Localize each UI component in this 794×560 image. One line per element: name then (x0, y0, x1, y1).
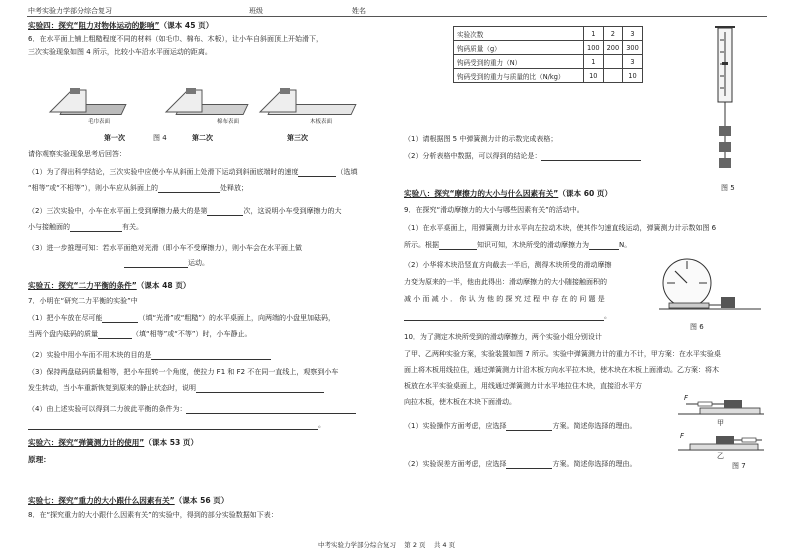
header-rule (27, 16, 767, 17)
exp4-q3-line2: 运动。 (28, 259, 209, 268)
figure-7-force-label-jia: F (684, 394, 689, 402)
footer-page: 第 2 页 (404, 541, 426, 549)
exp8-q9-2-line3: 减 小 而 减 小 ． 你 认 为 他 的 探 究 过 程 中 存 在 的 问 题 是 (404, 295, 605, 303)
exp5-q4-line1: （4）由上述实验可以得到二力彼此平衡的条件为： (28, 405, 356, 414)
exp4-intro-line1: 6．在水平面上铺上粗糙程度不同的材料（如毛巾、棉布、木板），让小车自斜面顶上开始滑下， (28, 35, 323, 43)
table-cell: 实验次数 (454, 27, 584, 41)
table-row (454, 41, 643, 55)
exp8-q9-1-blank2[interactable] (589, 242, 619, 250)
exp8-q9-2-line2: 力变为原来的一半，他由此得出：滑动摩擦力的大小随接触面积的 (404, 278, 607, 286)
table-cell: 钩码质量（g） (454, 41, 584, 55)
exp8-q9: 9．在探究“滑动摩擦力的大小与哪些因素有关”的活动中。 (404, 206, 584, 214)
exp8-q10-2: （2）实验误差方面考虑，应选择 方案。简述你选择的理由。 (404, 460, 637, 468)
exp4-q1-line2: “相等”或“不相等”），则小车应从斜面上的 处释放； (28, 184, 249, 192)
table-cell: 10 (623, 69, 643, 83)
exp4-q2-blank2[interactable] (70, 224, 122, 232)
exp4-intro-line2: 三次实验现象如图 4 所示，比较小车沿水平面运动的距离。 (28, 48, 212, 56)
exp8-q10-line5: 向拉木板，使木板在木块下面滑动。 (404, 398, 516, 406)
table-cell: 10 (584, 69, 604, 83)
exp5-q3-line1: （3）保持两盘砝码质量相等，把小车扭转一个角度，使拉力 F1 和 F2 不在同一直线上，观察到小车 (28, 368, 339, 376)
exp4-q3-line1: （3）进一步推理可知：若水平面绝对光滑（即小车不受摩擦力），则小车会在水平面上做 (28, 244, 302, 252)
exp5-q1-blank1[interactable] (102, 315, 138, 323)
ramp-3 (258, 88, 298, 114)
name-label: 姓名 (352, 7, 366, 15)
table-row (454, 69, 643, 83)
table-cell: 300 (623, 41, 643, 55)
figure-5-spring-scale (705, 22, 745, 182)
exp4-q1-blank2[interactable] (158, 185, 220, 193)
table-cell-input[interactable] (603, 55, 623, 69)
table-cell: 钩码受到的重力与质量的比（N/kg） (454, 69, 584, 83)
table-row (454, 55, 643, 69)
exp5-q1-line2: 当两个盘内砝码的质量 （填“相等”或“不等”）时，小车静止。 (28, 330, 252, 338)
exp5-q4-line2: 。 (28, 421, 325, 430)
table-cell-input[interactable] (603, 69, 623, 83)
surface-label-2: 棉布表面 (217, 119, 240, 125)
surface-label-3: 木板表面 (310, 119, 333, 125)
exp4-q2-line1: （2）三次实验中，小车在水平面上受到摩擦力最大的是第 次，这说明小车受到摩擦力的大 (28, 207, 342, 215)
table-cell: 100 (584, 41, 604, 55)
trial-label-1: 第一次 (104, 134, 125, 142)
table-cell: 2 (603, 27, 623, 41)
table-cell: 200 (603, 41, 623, 55)
figure-7-label-jia: 甲 (717, 419, 724, 427)
exp8-q10-line2: 了甲、乙两种实验方案，实验装置如图 7 所示。实验中弹簧测力计的重力不计，甲方案：在水平实验桌 (404, 350, 721, 358)
exp4-prompt: 请你观察实验现象思考后回答： (28, 150, 126, 158)
trial-label-3: 第三次 (287, 134, 308, 142)
exp8-q10-line4: 板放在水平实验桌面上，用线通过弹簧测力计水平地拉住木块，直接沿水平方 (404, 382, 642, 390)
ramp-1 (48, 88, 88, 114)
exp5-q4-blank1[interactable] (186, 406, 356, 414)
exp8-q10-1: （1）实验操作方面考虑，应选择 方案。简述你选择的理由。 (404, 422, 637, 430)
exp7-heading: 实验七：探究“重力的大小跟什么因素有关”（课本 56 页） (28, 496, 229, 505)
exp4-heading: 实验四：探究“阻力对物体运动的影响”（课本 45 页） (28, 21, 214, 30)
exp5-q1-blank2[interactable] (98, 331, 132, 339)
exp4-q2-line2: 小与接触面的 有关。 (28, 223, 143, 231)
figure-6-friction-setup (655, 255, 765, 319)
exp7-q1: （1）请根据图 5 中弹簧测力计的示数完成表格； (404, 135, 558, 143)
surface-label-1: 毛巾表面 (88, 119, 111, 125)
exp8-heading: 实验八：探究“摩擦力的大小与什么因素有关”（课本 60 页） (404, 189, 613, 198)
exp6-heading: 实验六：探究“弹簧测力计的使用”（课本 53 页） (28, 438, 199, 447)
table-cell: 1 (584, 55, 604, 69)
table-cell: 3 (623, 55, 643, 69)
table-cell: 3 (623, 27, 643, 41)
exp8-q10-2-blank[interactable] (506, 461, 552, 469)
table-row (454, 27, 643, 41)
exp5-heading: 实验五：探究“二力平衡的条件”（课本 48 页） (28, 281, 191, 290)
footer (318, 540, 455, 549)
exp7-q2-blank[interactable] (541, 153, 641, 161)
exp5-q3-line2: 发生转动，当小车重新恢复到原来的静止状态时，说明 (28, 384, 324, 393)
exp8-q10-1-blank[interactable] (506, 423, 552, 431)
footer-total: 共 4 页 (433, 541, 456, 549)
trial-label-2: 第二次 (192, 134, 213, 142)
exp5-intro: 7．小明在“研究二力平衡的实验”中 (28, 297, 138, 305)
table-cell: 钩码受到的重力（N） (454, 55, 584, 69)
exp7-q2: （2）分析表格中数据，可以得到的结论是： (404, 152, 641, 161)
exp8-q9-1-blank1[interactable] (439, 242, 477, 250)
exp8-q9-1-line1: （1）在水平桌面上，用弹簧测力计水平向左拉动木块，使其作匀速直线运动，弹簧测力计示数如图 6 (404, 224, 717, 232)
gravity-data-table (453, 26, 643, 83)
exp8-q9-2-line4: 。 (404, 312, 611, 321)
exp5-q1-line1: （1）把小车放在尽可能 （填“光滑”或“粗糙”）的水平桌面上，向两端的小盘里加砝码， (28, 314, 335, 322)
exp6-principle: 原理： (28, 455, 51, 464)
class-label: 班级 (249, 7, 263, 15)
exp5-q2-blank[interactable] (151, 352, 271, 360)
figure-5-label: 图 5 (721, 184, 735, 192)
figure-7-force-label-yi: F (680, 432, 685, 440)
ramp-2 (164, 88, 204, 114)
figure-6-label: 图 6 (690, 323, 704, 331)
exp5-q2: （2）实验中用小车而不用木块的目的是 (28, 351, 271, 360)
exp4-q3-blank[interactable] (124, 260, 188, 268)
exp4-q1-blank1[interactable] (298, 169, 336, 177)
exp4-q1-line1: （1）为了得出科学结论，三次实验中应使小车从斜面上处滑下运动到斜面底端时的速度 （选填 (28, 168, 358, 176)
exp8-q9-2-blank[interactable] (404, 313, 604, 321)
exp8-q10-line3: 面上将木板用线拉住，通过弹簧测力计沿木板方向水平拉木块，使木块在木板上面滑动。乙方案：将木 (404, 366, 719, 374)
doc-title: 中考实验力学部分综合复习 (28, 7, 112, 15)
exp8-q10-line1: 10．为了测定木块所受到的滑动摩擦力，两个实验小组分别设计 (404, 333, 602, 341)
exp4-q2-blank1[interactable] (207, 208, 243, 216)
figure-7-label: 图 7 (732, 462, 746, 470)
exp5-q4-blank2[interactable] (28, 422, 318, 430)
table-cell: 1 (584, 27, 604, 41)
figure-4-label: 图 4 (153, 134, 167, 142)
figure-7-label-yi: 乙 (717, 452, 724, 460)
exp8-q9-2-line1: （2）小华将木块沿竖直方向截去一半后，测得木块所受的滑动摩擦 (404, 261, 612, 269)
exp8-q9-1-line2: 所示。根据 知识可知，木块所受的滑动摩擦力为 N。 (404, 241, 632, 249)
exp5-q3-blank[interactable] (196, 385, 324, 393)
exp7-intro: 8．在“探究重力的大小跟什么因素有关”的实验中，得到的部分实验数据如下表： (28, 511, 278, 519)
footer-title: 中考实验力学部分综合复习 (318, 541, 396, 549)
